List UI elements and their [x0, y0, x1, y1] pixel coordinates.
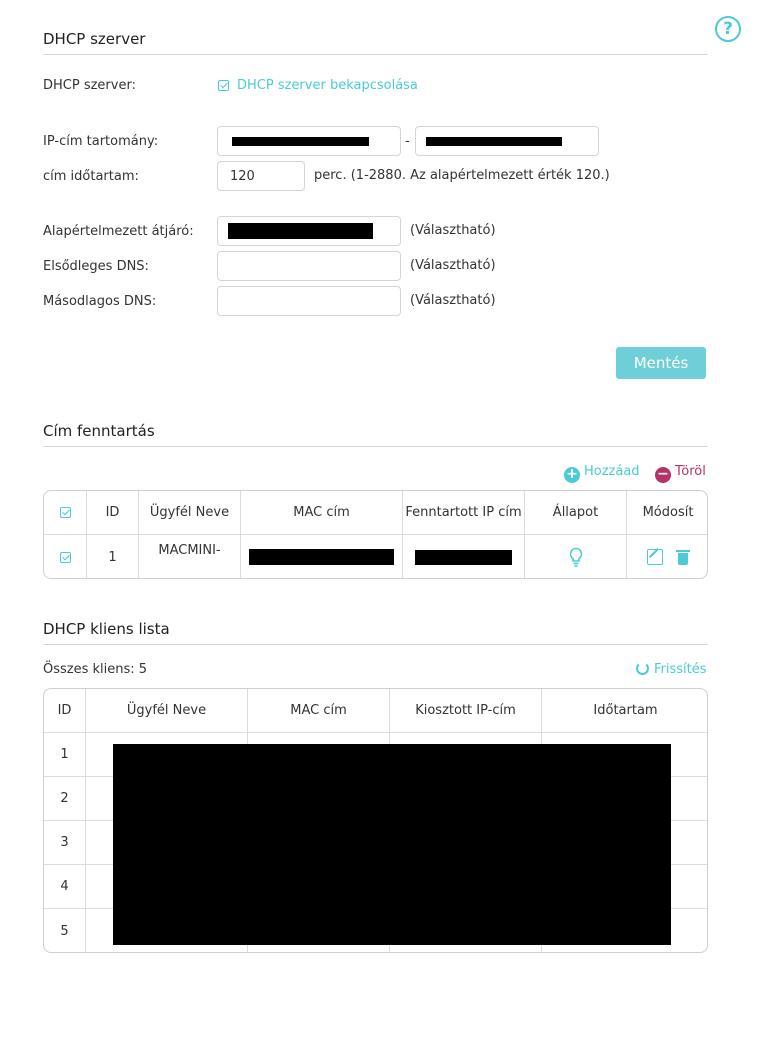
row-client-name: MACMINI- — [139, 535, 241, 579]
client-list-table — [43, 688, 708, 953]
dhcp-enable-label[interactable]: DHCP szerver bekapcsolása — [237, 78, 418, 93]
redacted-ip-end — [426, 137, 562, 146]
select-all-checkbox[interactable] — [60, 507, 71, 518]
reservation-table — [43, 490, 708, 579]
column-header: Ügyfél Neve — [86, 689, 248, 733]
primary-dns-input[interactable] — [217, 251, 401, 281]
redacted-mac — [249, 549, 394, 565]
lease-time-hint: perc. (1-2880. Az alapértelmezett érték 120.) — [314, 168, 610, 183]
column-header: Módosít — [627, 491, 708, 535]
redacted-gateway — [228, 223, 373, 239]
secondary-dns-label: Másodlagos DNS: — [43, 294, 157, 309]
delete-label: Töröl — [675, 464, 706, 479]
minus-icon: − — [655, 467, 671, 483]
row-modify-cell — [627, 535, 708, 579]
column-header: Időtartam — [542, 689, 708, 733]
lease-time-input[interactable] — [217, 161, 305, 191]
section-divider — [43, 446, 708, 447]
column-header: ID — [44, 689, 86, 733]
column-header: Kiosztott IP-cím — [390, 689, 542, 733]
redacted-ip-start — [232, 137, 369, 146]
client-row-id: 1 — [44, 733, 86, 777]
ip-range-separator: - — [405, 134, 410, 149]
ip-range-label: IP-cím tartomány: — [43, 134, 159, 149]
section-divider — [43, 644, 708, 645]
delete-reservation-button[interactable] — [655, 464, 706, 483]
help-icon[interactable]: ? — [715, 16, 741, 42]
column-header: MAC cím — [248, 689, 390, 733]
column-header: Ügyfél Neve — [139, 491, 241, 535]
row-status-cell — [525, 535, 627, 579]
client-row-id: 3 — [44, 821, 86, 865]
select-all-cell — [44, 491, 87, 535]
refresh-label: Frissítés — [654, 662, 707, 677]
row-ip-cell — [403, 535, 525, 579]
edit-icon[interactable] — [647, 549, 663, 565]
dhcp-enable-checkbox[interactable] — [218, 80, 229, 91]
column-header: Állapot — [525, 491, 627, 535]
client-row-id: 5 — [44, 909, 86, 953]
trash-icon[interactable] — [677, 550, 689, 565]
row-id: 1 — [87, 535, 139, 579]
column-header: ID — [87, 491, 139, 535]
bulb-icon[interactable] — [569, 547, 583, 567]
save-button[interactable]: Mentés — [616, 347, 706, 379]
reservation-title: Cím fenntartás — [43, 422, 155, 440]
refresh-icon — [636, 662, 649, 675]
secondary-dns-optional-hint: (Választható) — [410, 293, 496, 308]
row-select-cell — [44, 535, 87, 579]
add-reservation-button[interactable] — [564, 464, 640, 483]
column-header: MAC cím — [241, 491, 403, 535]
lease-time-label: cím időtartam: — [43, 169, 139, 184]
section-divider — [43, 54, 708, 55]
gateway-optional-hint: (Választható) — [410, 223, 496, 238]
row-mac-cell — [241, 535, 403, 579]
client-list-title: DHCP kliens lista — [43, 620, 170, 638]
secondary-dns-input[interactable] — [217, 286, 401, 316]
column-header: Fenntartott IP cím — [403, 491, 525, 535]
total-clients: Összes kliens: 5 — [43, 662, 148, 677]
primary-dns-optional-hint: (Választható) — [410, 258, 496, 273]
client-row-id: 2 — [44, 777, 86, 821]
add-label: Hozzáad — [584, 464, 640, 479]
dhcp-server-title: DHCP szerver — [43, 30, 146, 48]
dhcp-server-label: DHCP szerver: — [43, 78, 136, 93]
plus-icon: + — [564, 467, 580, 483]
row-select-checkbox[interactable] — [60, 552, 71, 563]
redacted-ip — [415, 550, 512, 565]
primary-dns-label: Elsődleges DNS: — [43, 259, 149, 274]
client-row-id: 4 — [44, 865, 86, 909]
redacted-client-data — [113, 744, 671, 945]
default-gateway-label: Alapértelmezett átjáró: — [43, 224, 194, 239]
refresh-button[interactable] — [636, 662, 707, 678]
